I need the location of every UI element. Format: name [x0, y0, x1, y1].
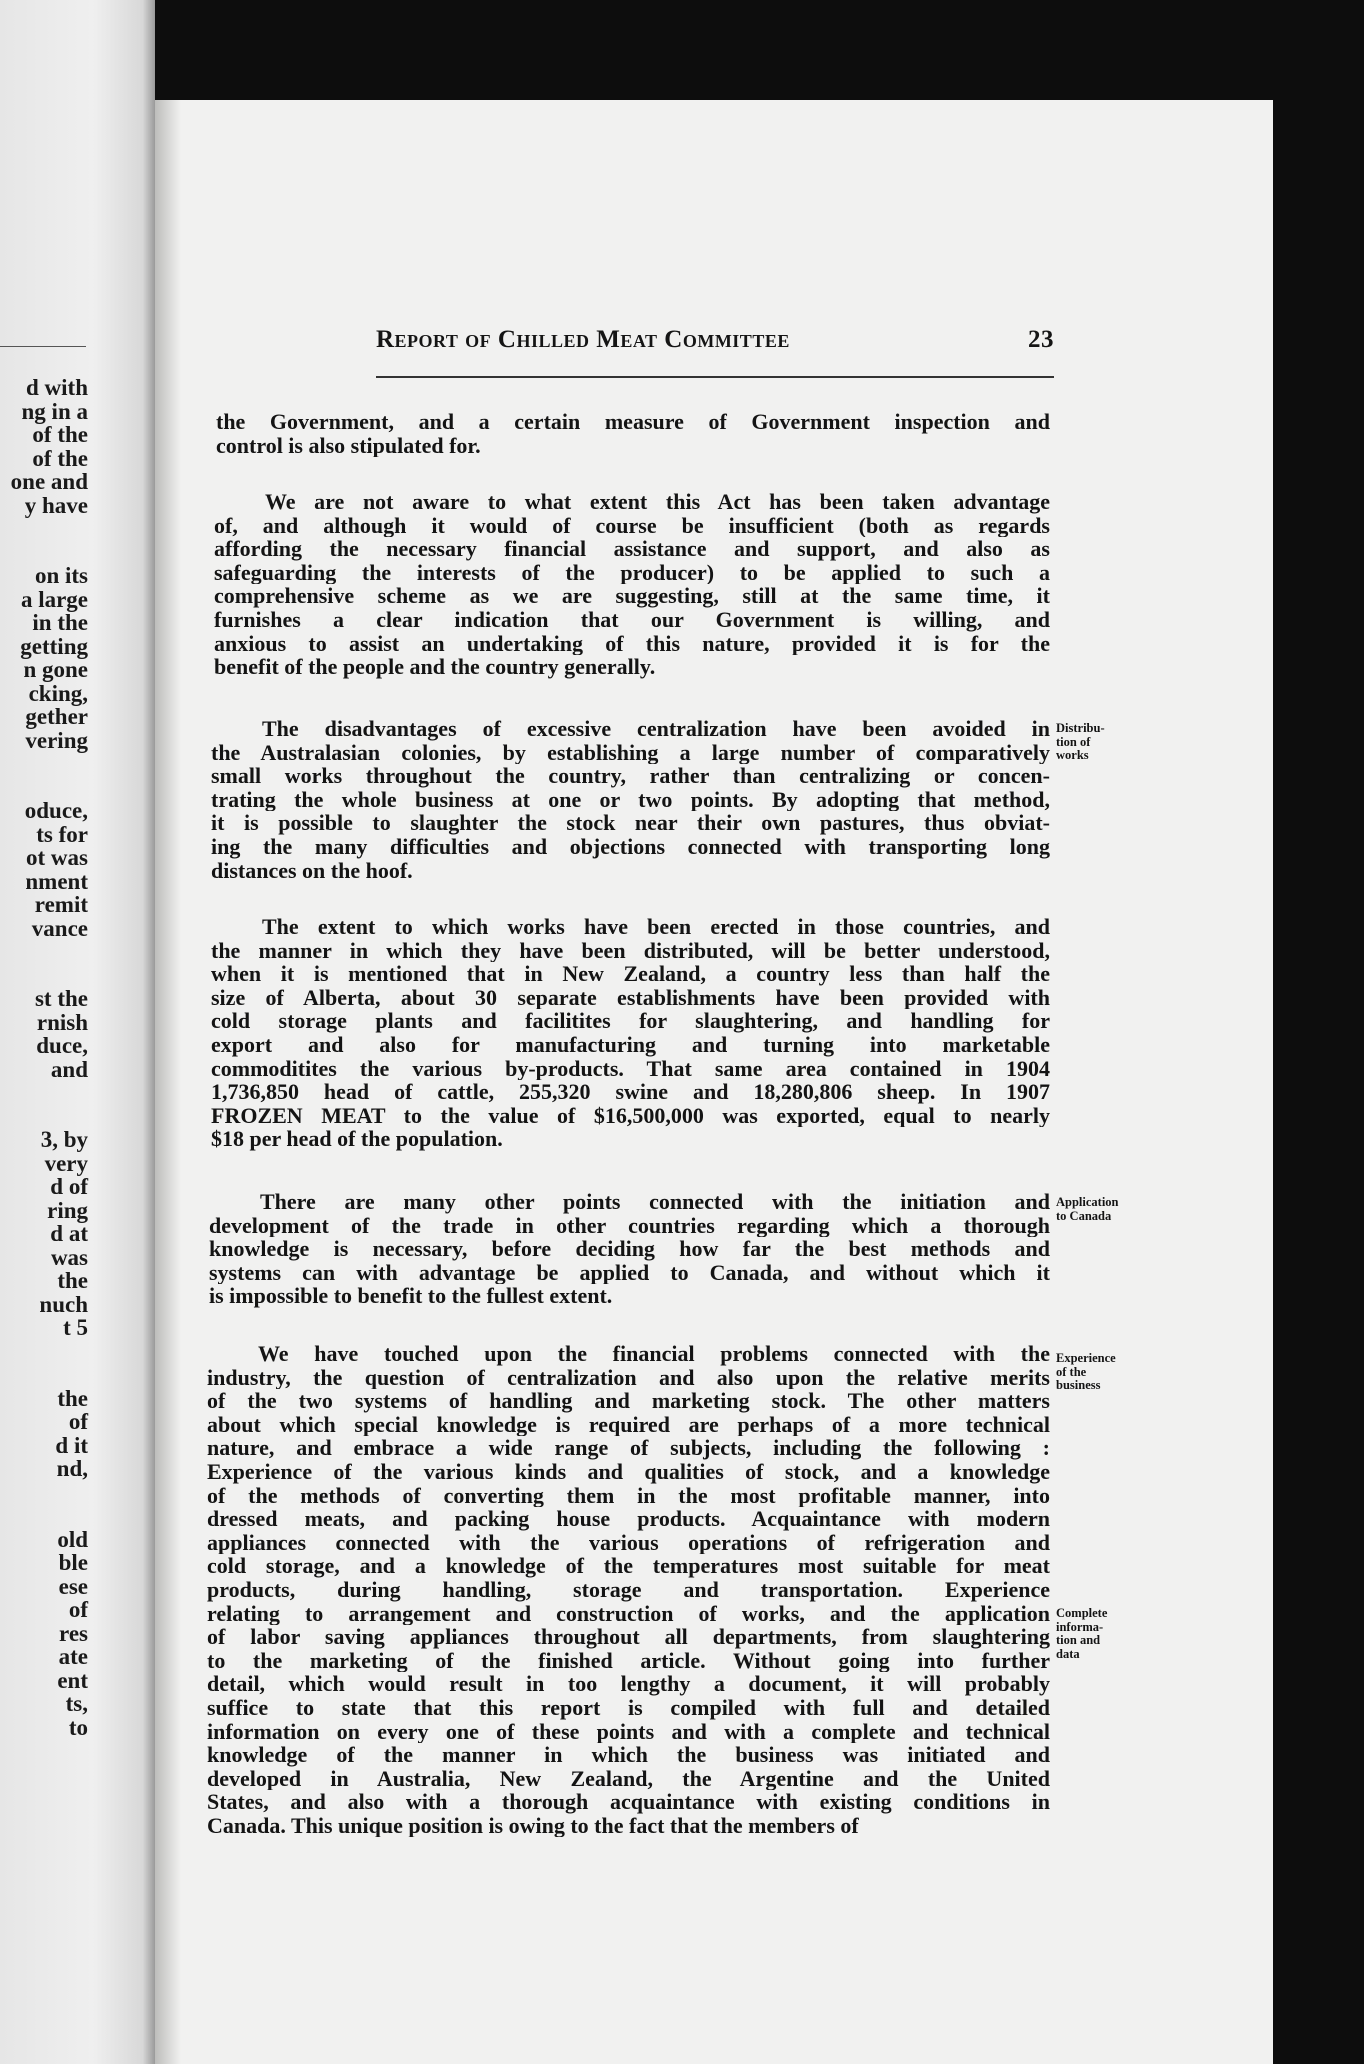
left-page-line: ese [58, 1573, 88, 1599]
left-page-line: of [68, 1409, 88, 1434]
left-page-line: ate [58, 1644, 88, 1669]
left-page-line: ts for [36, 821, 88, 847]
left-page-line: rnish [36, 1009, 88, 1035]
paragraph-line: export and also for manufacturing and turning into marketable [211, 1032, 1050, 1057]
left-page-line: ot was [26, 845, 88, 870]
paragraph-line: 1,736,850 head of cattle, 255,320 swine and 18,280,806 sheep. In 1907 [211, 1080, 1050, 1104]
paragraph-line: to the marketing of the finished article. Without going into further [207, 1648, 1050, 1673]
left-page-line: nment [25, 868, 88, 894]
left-page-line: ng in a [21, 398, 88, 424]
left-page-line: was [50, 1244, 88, 1270]
paragraph [211, 915, 1050, 1151]
paragraph-line: trating the whole business at one or two points. By adopting that method, [211, 787, 1050, 812]
left-page-line: old [57, 1526, 88, 1552]
left-page-line: ring [47, 1197, 88, 1223]
margin-note [1056, 1352, 1146, 1393]
paragraph-line: of, and although it would of course be insufficient (both as regards [214, 513, 1050, 538]
paragraph-line: ing the many difficulties and objections connected with transporting long [211, 834, 1050, 859]
paragraph-line: the manner in which they have been distributed, will be better understood, [211, 938, 1050, 963]
paragraph-line: There are many other points connected with the initiation and [260, 1190, 1050, 1214]
paragraph [214, 490, 1050, 679]
margin-note-line: to Canada [1056, 1208, 1112, 1223]
running-header [376, 326, 1054, 360]
paragraph-line: products, during handling, storage and transportation. Experience [207, 1577, 1050, 1602]
page-number: 23 [1028, 326, 1054, 353]
margin-note-line: tion and [1056, 1633, 1101, 1647]
paragraph-line: the Australasian colonies, by establishing a large number of comparatively [211, 740, 1050, 765]
left-page-line: getting [20, 633, 88, 659]
left-page-line: t 5 [63, 1315, 88, 1340]
left-page-line: nd, [56, 1456, 88, 1481]
header-rule [376, 376, 1054, 378]
left-page-line: oduce, [24, 798, 88, 823]
paragraph-line: dressed meats, and packing house products. Acquaintance with modern [207, 1507, 1050, 1531]
paragraph [209, 1190, 1050, 1308]
paragraph-line: furnishes a clear indication that our Government is willing, and [214, 607, 1050, 632]
margin-note-line: Application [1056, 1195, 1119, 1209]
left-page-line: y have [24, 492, 88, 518]
left-page-line: one and [10, 469, 88, 494]
paragraph-line: suffice to state that this report is compiled with full and detailed [207, 1695, 1050, 1720]
left-page-line: of [68, 1597, 88, 1622]
margin-note [1056, 1196, 1146, 1223]
paragraph-line: of labor saving appliances throughout all departments, from slaughtering [207, 1625, 1050, 1649]
left-page-line: cking, [28, 680, 88, 706]
left-page-line: the [57, 1385, 88, 1411]
left-page-line: d it [55, 1432, 88, 1458]
paragraph-line: the Government, and a certain measure of Government inspection and [216, 410, 1050, 434]
left-page-line: to [68, 1714, 88, 1740]
paragraph-line: small works throughout the country, rather than centralizing or concen- [211, 764, 1050, 788]
paragraph-line: commoditites the various by-products. That same area contained in 1904 [211, 1056, 1050, 1081]
paragraph-line: comprehensive scheme as we are suggesting, still at the same time, it [214, 584, 1050, 608]
left-page-line: and [50, 1056, 88, 1082]
paragraph-line: affording the necessary financial assistance and support, and also as [214, 537, 1050, 561]
left-page-line: st the [34, 986, 88, 1011]
paragraph [216, 410, 1050, 457]
adjacent-left-page [0, 0, 155, 2064]
paragraph-line: it is possible to slaughter the stock near their own pastures, thus obviat- [211, 811, 1050, 835]
paragraph-line: distances on the hoof. [211, 858, 413, 883]
margin-note-line: tion of [1056, 734, 1091, 749]
paragraph-line: nature, and embrace a wide range of subjects, including the following : [207, 1436, 1050, 1460]
paragraph-line: States, and also with a thorough acquaintance with existing conditions in [207, 1790, 1050, 1814]
left-page-line: res [59, 1620, 88, 1646]
paragraph-line: Canada. This unique position is owing to the fact that the members of [207, 1813, 859, 1838]
paragraph-line: The extent to which works have been erected in those countries, and [262, 915, 1050, 939]
paragraph [207, 1342, 1050, 1837]
paragraph-line: anxious to assist an undertaking of this nature, provided it is for the [214, 631, 1050, 656]
left-page-line: the [57, 1268, 88, 1293]
left-page-line: very [44, 1150, 88, 1176]
margin-note-line: Distribu- [1056, 721, 1105, 735]
paragraph-line: of the methods of converting them in the most profitable manner, into [207, 1483, 1050, 1508]
paragraph-line: when it is mentioned that in New Zealand, a country less than half the [211, 962, 1050, 986]
paragraph-line: development of the trade in other countries regarding which a thorough [209, 1213, 1050, 1238]
margin-note [1056, 1607, 1146, 1661]
left-page-line: gether [25, 704, 88, 729]
paragraph-line: safeguarding the interests of the producer) to be applied to such a [214, 560, 1050, 585]
margin-note-line: data [1056, 1646, 1080, 1661]
margin-note-line: Experience [1056, 1351, 1116, 1365]
paragraph-line: of the two systems of handling and marketing stock. The other matters [207, 1389, 1050, 1413]
left-page-line: d at [50, 1221, 88, 1246]
paragraph-line: industry, the question of centralization and also upon the relative merits [207, 1365, 1050, 1390]
paragraph-line: size of Alberta, about 30 separate establishments have been provided with [211, 985, 1050, 1010]
paragraph-line: control is also stipulated for. [216, 433, 481, 458]
paragraph-line: information on every one of these points and with a complete and technical [207, 1719, 1050, 1744]
paragraph-line: about which special knowledge is required are perhaps of a more technical [207, 1412, 1050, 1437]
left-page-line: d with [26, 375, 88, 400]
paragraph-line: cold storage plants and facilitites for slaughtering, and handling for [211, 1009, 1050, 1033]
paragraph-line: benefit of the people and the country generally. [214, 655, 656, 679]
margin-note-line: business [1056, 1378, 1101, 1392]
paragraph [211, 717, 1050, 882]
paragraph-line: Experience of the various kinds and qualities of stock, and a knowledge [207, 1459, 1050, 1484]
paragraph-line: FROZEN MEAT to the value of $16,500,000 was exported, equal to nearly [211, 1103, 1050, 1128]
paragraph-line: developed in Australia, New Zealand, the Argentine and the United [207, 1766, 1050, 1791]
left-page-line: d of [50, 1174, 88, 1199]
paragraph-line: The disadvantages of excessive centralization have been avoided in [262, 717, 1050, 741]
left-page-line: 3, by [40, 1127, 88, 1152]
left-page-line: ble [58, 1550, 88, 1575]
left-page-line: vering [25, 727, 88, 753]
margin-note [1056, 722, 1146, 763]
paragraph-line: detail, which would result in too lengthy a document, it will probably [207, 1672, 1050, 1696]
left-page-line: on its [34, 563, 88, 588]
left-page-line: a large [20, 586, 88, 612]
left-page-line: remit [34, 892, 88, 917]
paragraph-line: appliances connected with the various operations of refrigeration and [207, 1530, 1050, 1555]
left-page-line: ent [57, 1667, 88, 1693]
left-page-header-rule [0, 346, 86, 347]
paragraph-line: We are not aware to what extent this Act has been taken advantage [265, 490, 1050, 514]
paragraph-line: is impossible to benefit to the fullest extent. [209, 1284, 613, 1308]
margin-note-line: works [1056, 748, 1089, 762]
left-page-line: duce, [36, 1033, 88, 1058]
running-header-title: Report of Chilled Meat Committee [376, 326, 790, 353]
margin-note-line: Complete [1056, 1606, 1108, 1620]
left-page-line: in the [32, 610, 88, 635]
paragraph-line: knowledge of the manner in which the business was initiated and [207, 1743, 1050, 1767]
margin-note-line: informa- [1056, 1619, 1104, 1634]
left-page-line: of the [32, 445, 88, 471]
paragraph-line: relating to arrangement and construction of works, and the application [207, 1601, 1050, 1626]
left-page-line: n gone [23, 657, 88, 682]
paragraph-line: $18 per head of the population. [211, 1127, 503, 1151]
paragraph-line: cold storage, and a knowledge of the temperatures most suitable for meat [207, 1554, 1050, 1578]
left-page-line: ts, [65, 1691, 88, 1716]
left-page-line: vance [31, 915, 88, 941]
left-page-line: of the [32, 422, 88, 447]
binding-gutter-shadow [155, 100, 181, 2064]
left-page-line: nuch [39, 1291, 88, 1317]
paragraph-line: knowledge is necessary, before deciding how far the best methods and [209, 1237, 1050, 1261]
margin-note-line: of the [1056, 1364, 1087, 1379]
paragraph-line: We have touched upon the financial problems connected with the [258, 1342, 1050, 1366]
paragraph-line: systems can with advantage be applied to Canada, and without which it [209, 1260, 1050, 1285]
